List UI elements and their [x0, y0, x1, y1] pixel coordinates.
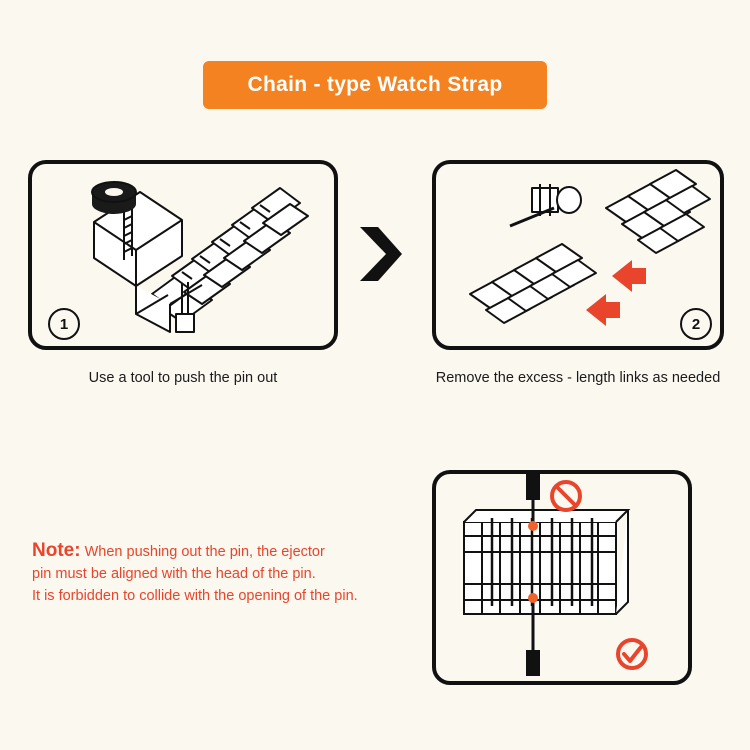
prohibited-icon [552, 482, 580, 510]
step-1-caption: Use a tool to push the pin out [88, 370, 278, 386]
direction-arrows [586, 260, 646, 326]
step-2-caption: Remove the excess - length links as needed [435, 370, 721, 386]
pin-alignment-detail-illustration [436, 474, 688, 681]
page-title-banner [203, 61, 547, 109]
pin-alignment-detail-panel [432, 470, 692, 685]
watch-strap-links-removal-illustration [436, 164, 720, 346]
note-line-3: It is forbidden to collide with the opening of the pin. [32, 588, 358, 604]
note-label: Note: [32, 540, 81, 561]
check-circle-icon [618, 640, 646, 668]
note-line-1: When pushing out the pin, the ejector [84, 544, 325, 560]
step-2-badge: 2 [680, 308, 712, 340]
page-title: Chain - type Watch Strap [247, 73, 503, 96]
step-1-badge: 1 [48, 308, 80, 340]
note-line-2: pin must be aligned with the head of the pin. [32, 566, 316, 582]
chevron-right-arrow [356, 225, 404, 283]
note-block [32, 540, 412, 607]
